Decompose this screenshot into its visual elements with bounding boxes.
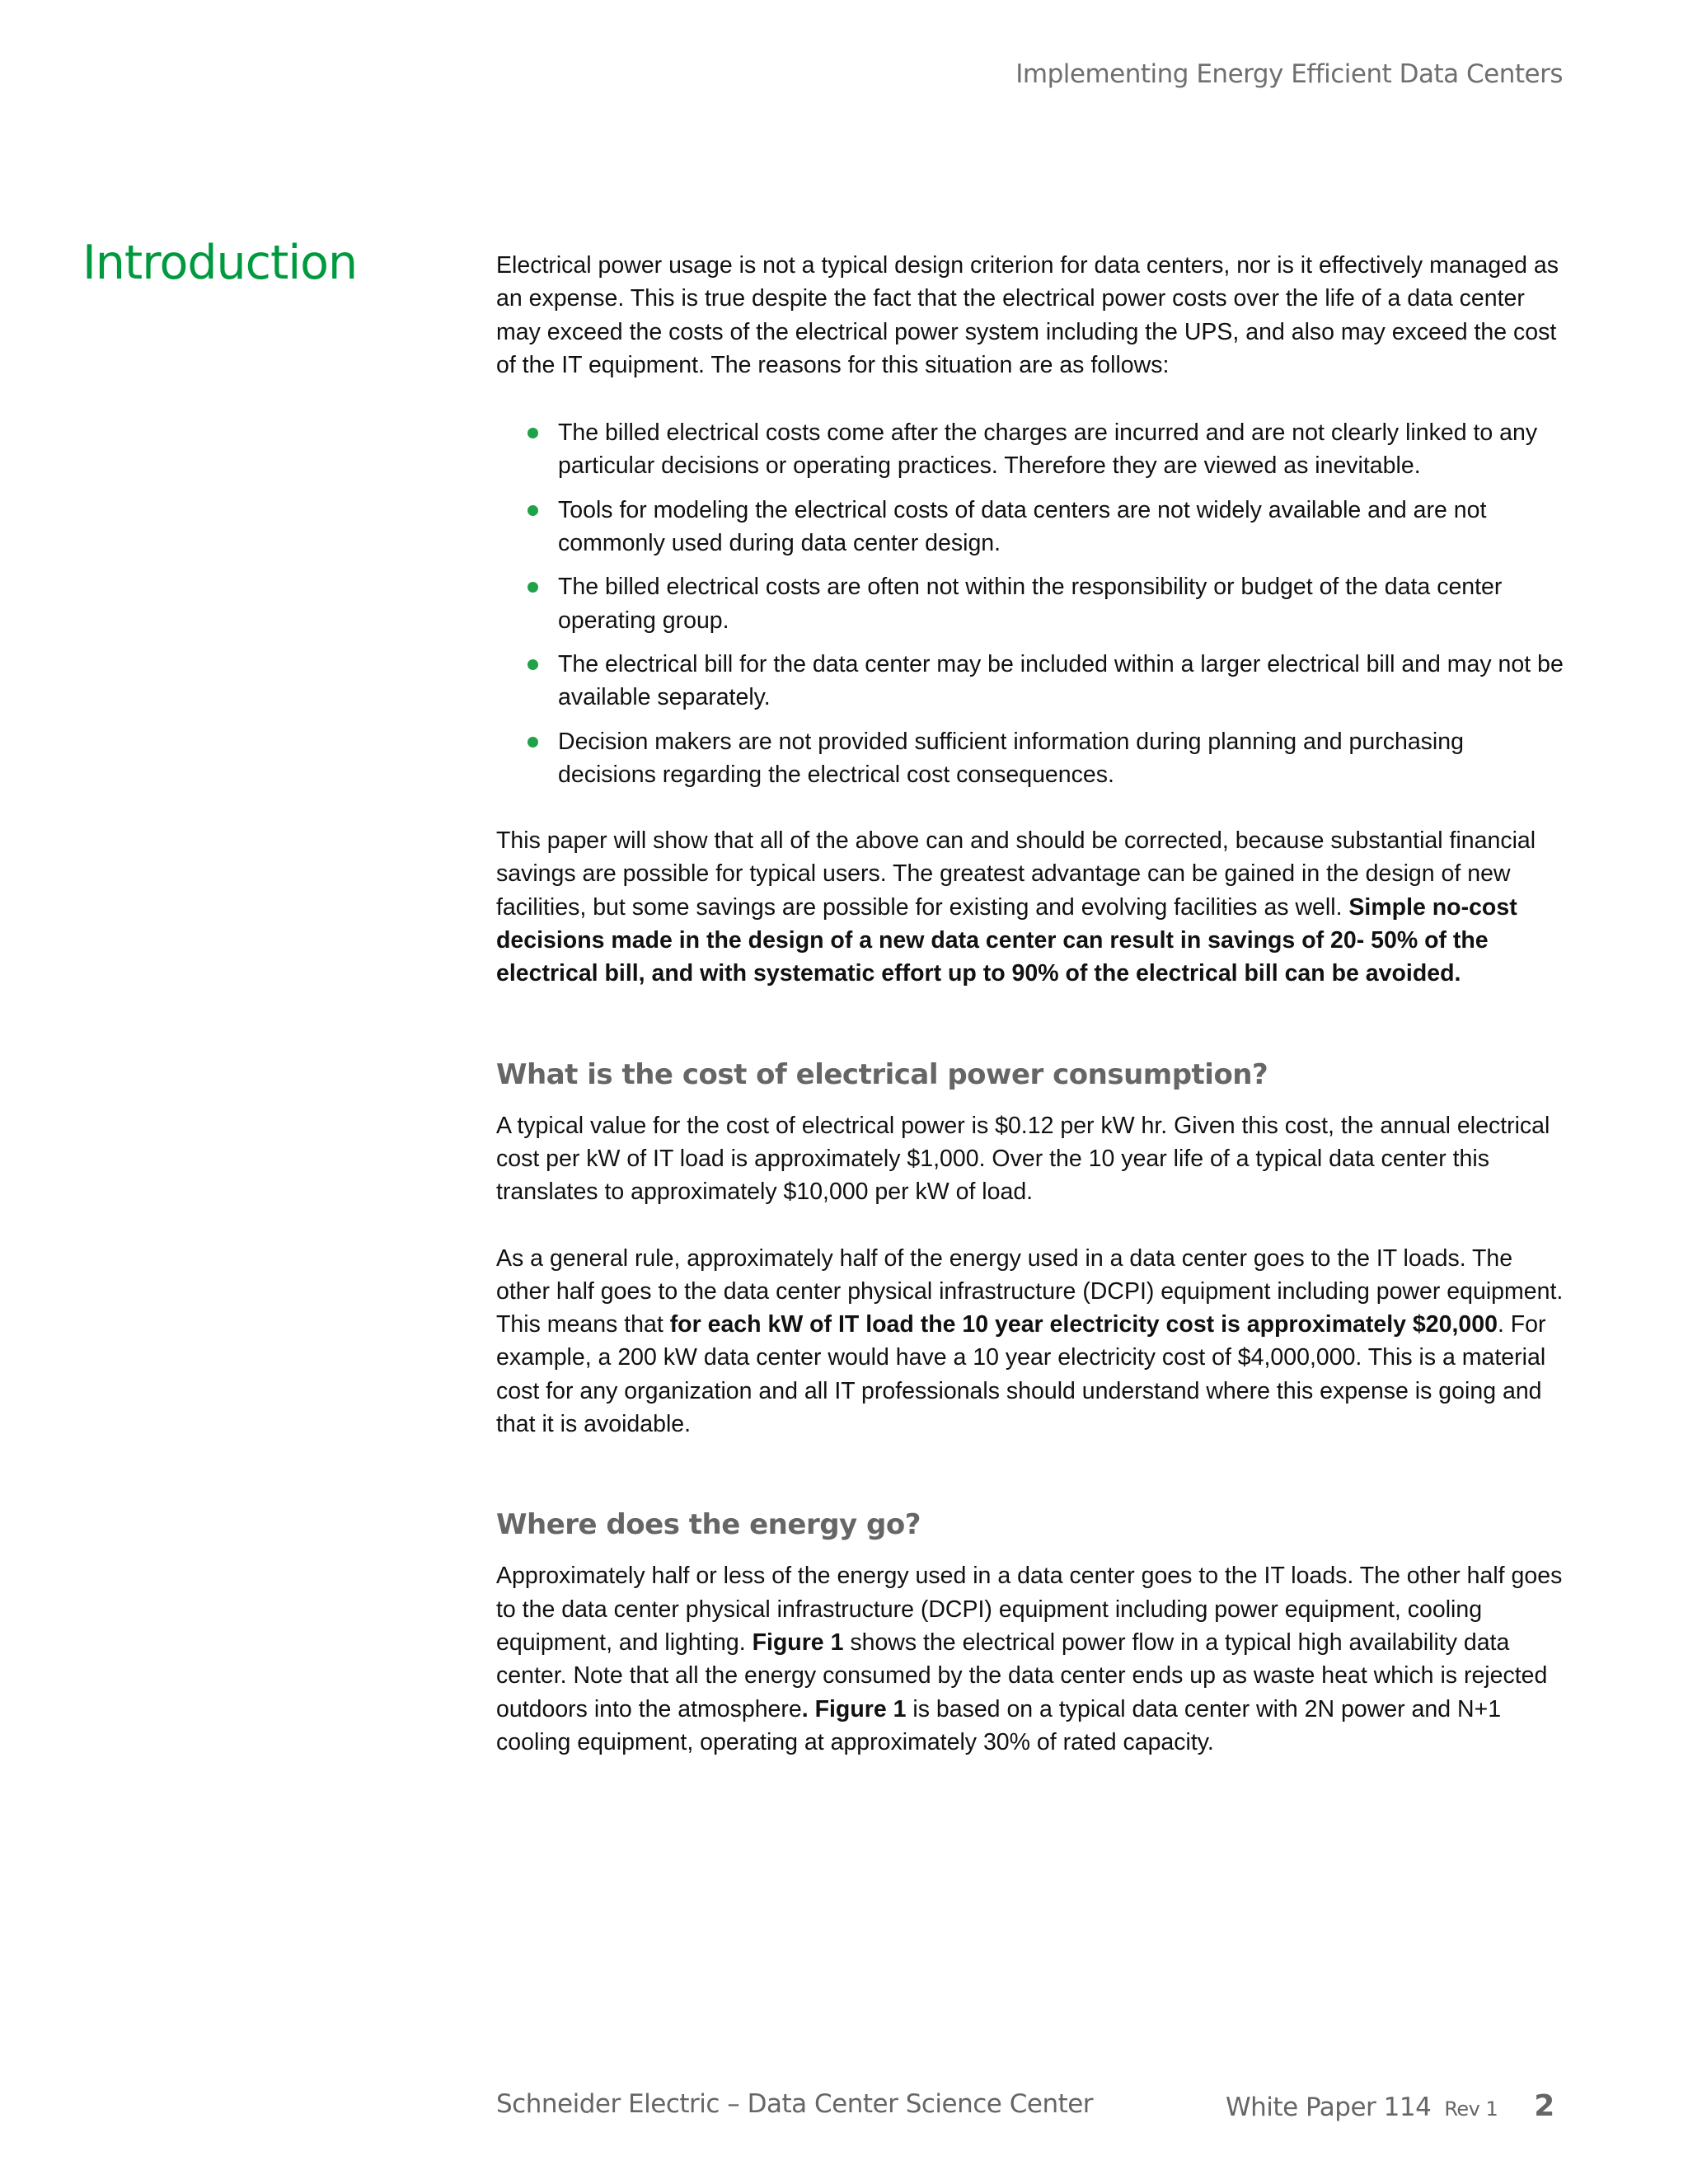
- energy-paragraph: [496, 1559, 1568, 1759]
- page-number: 2: [1534, 2089, 1554, 2123]
- list-item-text: Decision makers are not provided sufficient information during planning and purchasing decisions regarding the electrical cost consequences.: [558, 728, 1464, 788]
- figure-reference: . Figure 1: [801, 1695, 907, 1722]
- footer-publisher: Schneider Electric – Data Center Science Center: [496, 2089, 1094, 2119]
- footer-paper-info: [1226, 2089, 1554, 2123]
- paper-label: White Paper 114: [1226, 2093, 1432, 2122]
- list-item-text: The electrical bill for the data center may be included within a larger electrical bill and may not be available separately.: [558, 650, 1564, 711]
- cost-paragraph-1: A typical value for the cost of electrical power is $0.12 per kW hr. Given this cost, the annual electrical cost per kW of IT load is approximately $1,000. Over the 10 year life of a typical data center this translates to approximately $10,000 per kW of load.: [496, 1112, 1550, 1206]
- bullet-icon: [528, 659, 538, 670]
- bullet-icon: [528, 505, 538, 516]
- revision-label: Rev 1: [1444, 2097, 1498, 2121]
- main-content: [496, 249, 1568, 1759]
- list-item: [558, 416, 1568, 483]
- savings-text: This paper will show that all of the above can and should be corrected, because substantial financial savings are possible for typical users. The greatest advantage can be gained in the design of new facilities, but some savings are possible for existing and evolving facilities as well.: [496, 827, 1536, 921]
- cost-heading: What is the cost of electrical power consumption?: [496, 1057, 1268, 1091]
- list-item: [558, 648, 1568, 715]
- intro-paragraph: Electrical power usage is not a typical design criterion for data centers, nor is it effectively managed as an expense. This is true despite the fact that the electrical power costs over the life of a data center may exceed the costs of the electrical power system including the UPS, and also may exceed the cost of the IT equipment. The reasons for this situation are as follows:: [496, 252, 1559, 378]
- figure-reference: Figure 1: [752, 1629, 844, 1656]
- energy-text-c: is based on a typical data center with 2N power and N+1 cooling equipment, operating at approximately 30% of rated capacity.: [496, 1695, 1502, 1755]
- cost-text-a: As a general rule, approximately half of the energy used in a data center goes to the IT loads. The other half goes to the data center physical infrastructure (DCPI) equipment including power equipment. This means that: [496, 1244, 1564, 1338]
- savings-highlight: Simple no-cost decisions made in the design of a new data center can result in savings of 20- 50% of the electrical bill, and with systematic effort up to 90% of the electrical bill can be avoided.: [496, 893, 1517, 987]
- cost-paragraph-2: [496, 1242, 1568, 1441]
- list-item-text: The billed electrical costs are often not within the responsibility or budget of the data center operating group.: [558, 574, 1503, 634]
- list-item: [558, 494, 1568, 560]
- cost-highlight: for each kW of IT load the 10 year electricity cost is approximately $20,000: [669, 1311, 1498, 1338]
- list-item: [558, 725, 1568, 792]
- bullet-icon: [528, 428, 538, 438]
- list-item-text: Tools for modeling the electrical costs of data centers are not widely available and are not commonly used during data center design.: [558, 496, 1487, 557]
- list-item-text: The billed electrical costs come after the charges are incurred and are not clearly linked to any particular decisions or operating practices. Therefore they are viewed as inevitable.: [558, 419, 1538, 480]
- cost-text-b: . For example, a 200 kW data center would have a 10 year electricity cost of $4,000,000. This is a material cost for any organization and all IT professionals should understand where this expense is going and that it is avoidable.: [496, 1311, 1546, 1438]
- running-header: Implementing Energy Efficient Data Centers: [1015, 59, 1563, 89]
- energy-text-b: shows the electrical power flow in a typical high availability data center. Note that all the energy consumed by the data center ends up as waste heat which is rejected outdoors into the atmosphere: [496, 1629, 1548, 1722]
- energy-heading: Where does the energy go?: [496, 1508, 921, 1542]
- energy-text-a: Approximately half or less of the energy used in a data center goes to the IT loads. The other half goes to the data center physical infrastructure (DCPI) equipment including power equipment, cooling equipment, and lighting.: [496, 1563, 1563, 1656]
- section-title: Introduction: [82, 236, 358, 290]
- savings-paragraph: [496, 824, 1568, 990]
- bullet-icon: [528, 737, 538, 748]
- reasons-list: [496, 416, 1568, 791]
- list-item: [558, 570, 1568, 637]
- bullet-icon: [528, 582, 538, 593]
